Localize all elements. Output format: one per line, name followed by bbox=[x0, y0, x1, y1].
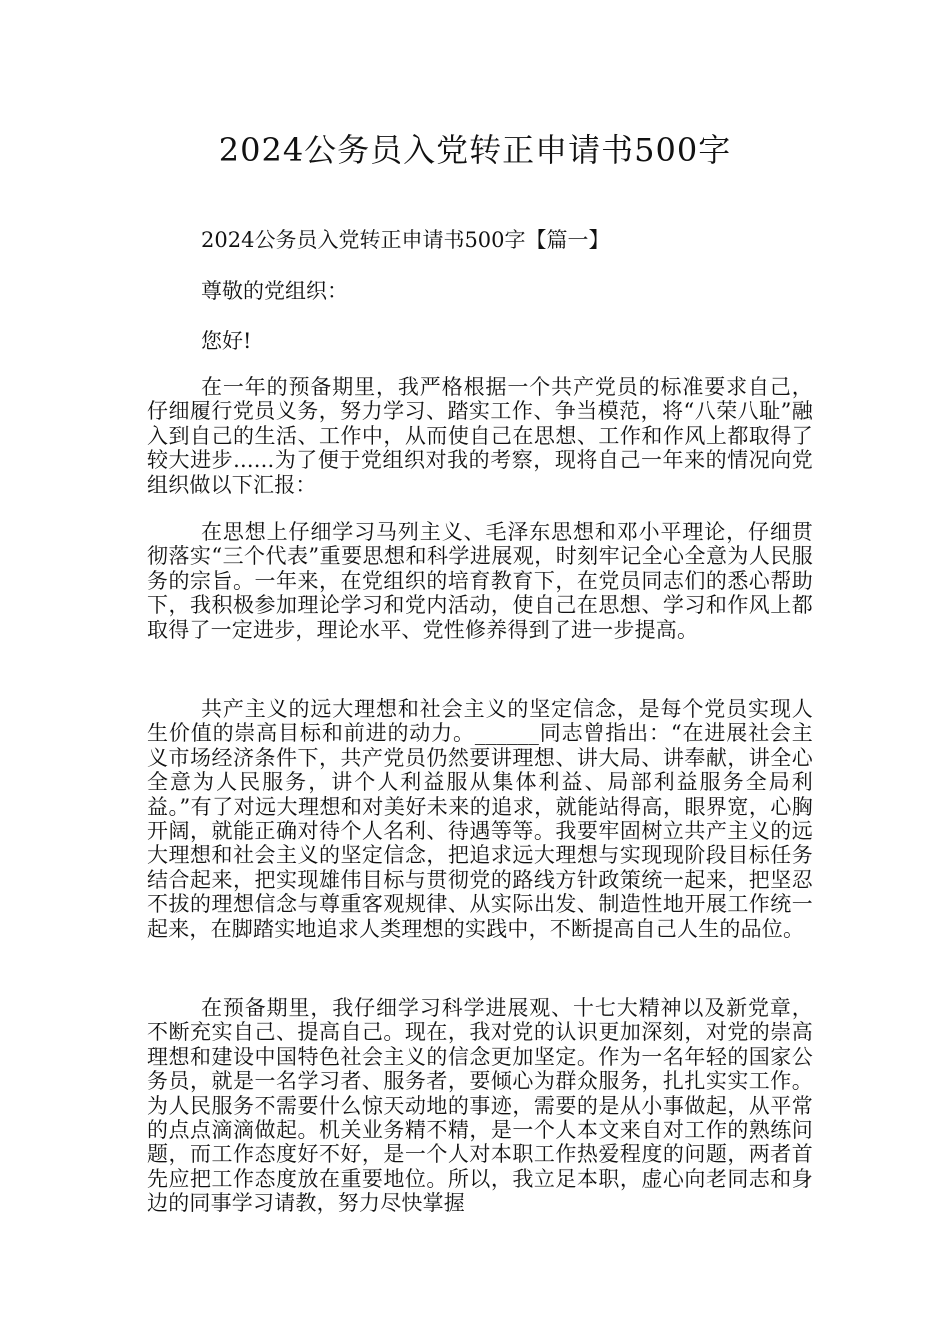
paragraph-4: 在预备期里，我仔细学习科学进展观、十七大精神以及新党章，不断充实自己、提高自己。现在，我对党的认识更加深刻，对党的崇高理想和建设中国特色社会主义的信念更加坚定。作为一名年轻的国家公务员，就是一名学习者、服务者，要倾心为群众服务，扎扎实实工作。为人民服务不需要什么惊天动地的事迹，需要的是从小事做起，从平常的点点滴滴做起。机关业务精不精，是一个人本文来自对工作的熟练问题，而工作态度好不好，是一个人对本职工作热爱程度的问题，两者首先应把工作态度放在重要地位。所以，我立足本职，虚心向老同志和身边的同事学习请教，努力尽快掌握 bbox=[147, 996, 813, 1216]
greeting: 您好! bbox=[201, 329, 252, 353]
paragraph-1: 在一年的预备期里，我严格根据一个共产党员的标准要求自己，仔细履行党员义务，努力学习、踏实工作、争当模范，将“八荣八耻”融入到自己的生活、工作中，从而使自己在思想、工作和作风上都取得了较大进步......为了便于党组织对我的考察，现将自己一年来的情况向党组织做以下汇报： bbox=[147, 375, 813, 497]
paragraph-3: 共产主义的远大理想和社会主义的坚定信念，是每个党员实现人生价值的崇高目标和前进的动力。______同志曾指出：“在进展社会主义市场经济条件下，共产党员仍然要讲理想、讲大局、讲奉献，讲全心全意为人民服务，讲个人利益服从集体利益、局部利益服务全局利益。”有了对远大理想和对美好未来的追求，就能站得高，眼界宽，心胸开阔，就能正确对待个人名利、待遇等等。我要牢固树立共产主义的远大理想和社会主义的坚定信念，把追求远大理想与实现现阶段目标任务结合起来，把实现雄伟目标与贯彻党的路线方针政策统一起来，把坚忍不拔的理想信念与尊重客观规律、从实际出发、制造性地开展工作统一起来，在脚踏实地追求人类理想的实践中，不断提高自己人生的品位。 bbox=[147, 697, 813, 941]
document-title: 2024公务员入党转正申请书500字 bbox=[218, 131, 732, 169]
paragraph-2: 在思想上仔细学习马列主义、毛泽东思想和邓小平理论，仔细贯彻落实“三个代表”重要思想和科学进展观，时刻牢记全心全意为人民服务的宗旨。一年来，在党组织的培育教育下，在党员同志们的悉心帮助下，我积极参加理论学习和党内活动，使自己在思想、学习和作风上都取得了一定进步，理论水平、党性修养得到了进一步提高。 bbox=[147, 520, 813, 642]
salutation: 尊敬的党组织： bbox=[201, 279, 348, 303]
section-heading: 2024公务员入党转正申请书500字【篇一】 bbox=[201, 228, 610, 252]
